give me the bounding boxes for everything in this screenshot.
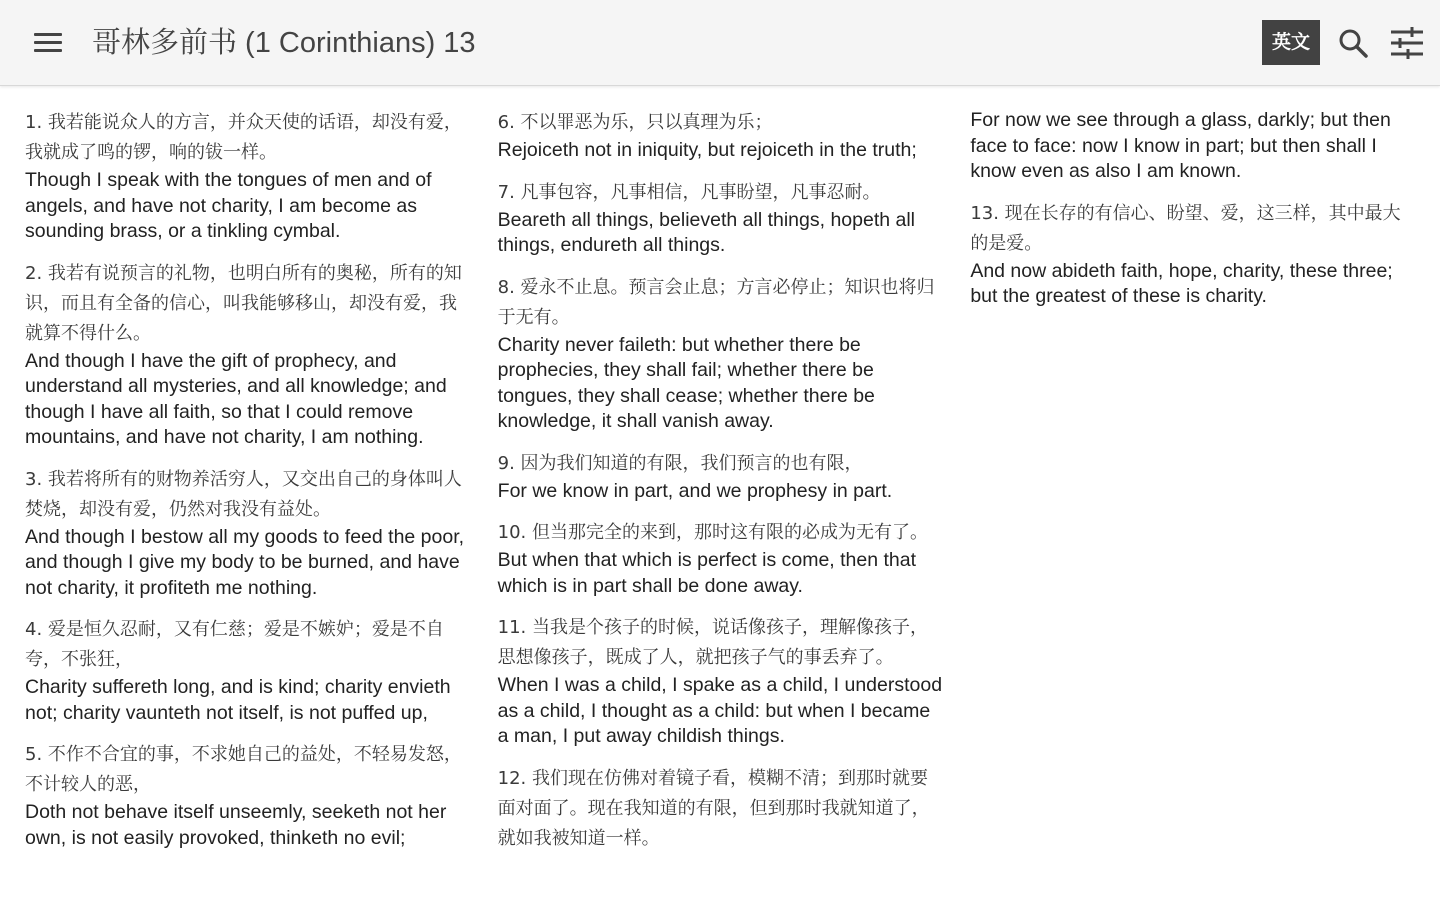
verse-chinese-text: 12. 我们现在仿佛对着镜子看，模糊不清；到那时就要面对面了。现在我知道的有限，但到那时我就知道了，就如我被知道一样。 bbox=[497, 767, 930, 849]
verse-english-text: For now we see through a glass, darkly; but then face to face: now I know in part; but then shall I know even as also I am known. bbox=[970, 109, 1391, 182]
verse-chinese-text: 8. 爱永不止息。预言会止息；方言必停止；知识也将归于无有。 bbox=[497, 276, 935, 328]
verse-block bbox=[498, 613, 943, 750]
verse-english-text: And now abideth faith, hope, charity, these three; but the greatest of these is charity. bbox=[970, 259, 1393, 307]
verse-english-text: For we know in part, and we prophesy in part. bbox=[497, 479, 893, 502]
verse-english-text: And though I have the gift of prophecy, and understand all mysteries, and all knowledge; and though I have all faith, so that I could remove mountains, and have not charity, I am nothing. bbox=[25, 349, 447, 448]
search-icon[interactable] bbox=[1334, 24, 1372, 62]
verse-chinese-text: 5. 不作不合宜的事，不求她自己的益处，不轻易发怒，不计较人的恶， bbox=[25, 744, 462, 795]
verse-english-text: Though I speak with the tongues of men and of angels, and have not charity, I am become as sounding brass, or a tinkling cymbal. bbox=[25, 169, 432, 242]
verse-block bbox=[498, 108, 943, 164]
sliders-icon[interactable] bbox=[1388, 24, 1426, 62]
verse-block bbox=[25, 740, 470, 851]
verse-chinese-text: 4. 爱是恒久忍耐，又有仁慈；爱是不嫉妒；爱是不自夸，不张狂， bbox=[25, 619, 444, 670]
verse-block bbox=[498, 449, 943, 505]
verse-block bbox=[25, 615, 470, 726]
verse-english-text: But when that which is perfect is come, then that which is in part shall be done away. bbox=[497, 549, 917, 597]
chapter-text bbox=[25, 108, 1415, 888]
verse-english-text: Doth not behave itself unseemly, seeketh not her own, is not easily provoked, thinketh no evil; bbox=[25, 801, 447, 849]
verse-chinese-text: 1. 我若能说众人的方言，并众天使的话语，却没有爱，我就成了鸣的锣，响的钹一样。 bbox=[25, 112, 462, 163]
verse-block bbox=[498, 518, 943, 599]
language-toggle-button[interactable]: 英文 bbox=[1262, 20, 1320, 65]
verse-block bbox=[498, 273, 943, 435]
verse-chinese-text: 3. 我若将所有的财物养活穷人，又交出自己的身体叫人焚烧，却没有爱，仍然对我没有益处。 bbox=[25, 468, 462, 520]
menu-bar bbox=[34, 33, 62, 36]
verse-block bbox=[498, 178, 943, 259]
verse-block bbox=[25, 108, 470, 245]
verse-chinese-text: 2. 我若有说预言的礼物，也明白所有的奥秘，所有的知识，而且有全备的信心，叫我能够移山，却没有爱，我就算不得什么。 bbox=[25, 262, 462, 344]
verse-english-text: Rejoiceth not in iniquity, but rejoiceth in the truth; bbox=[497, 139, 917, 161]
verse-chinese-text: 9. 因为我们知道的有限，我们预言的也有限， bbox=[497, 452, 863, 474]
verse-chinese-text: 7. 凡事包容，凡事相信，凡事盼望，凡事忍耐。 bbox=[497, 181, 881, 203]
verse-chinese-text: 13. 现在长存的有信心、盼望、爱，这三样，其中最大的是爱。 bbox=[970, 202, 1401, 254]
verse-chinese-text: 11. 当我是个孩子的时候，说话像孩子，理解像孩子，思想像孩子，既成了人，就把孩子气的事丢弃了。 bbox=[497, 617, 929, 668]
verse-english-text: And though I bestow all my goods to feed the poor, and though I give my body to be burned, and have not charity, it profiteth me nothing. bbox=[25, 525, 465, 599]
verse-english-text: Charity never faileth: but whether there be prophecies, they shall fail; whether there be tongues, they shall cease; whether there be knowledge, it shall vanish away. bbox=[497, 333, 875, 432]
hamburger-menu-icon[interactable] bbox=[28, 24, 68, 62]
page-title: 哥林多前书 (1 Corinthians) 13 bbox=[92, 27, 476, 59]
verse-chinese-text: 6. 不以罪恶为乐，只以真理为乐； bbox=[497, 112, 773, 133]
verse-block bbox=[970, 199, 1415, 310]
menu-bar bbox=[34, 49, 62, 52]
verse-english-text: When I was a child, I spake as a child, I understood as a child, I thought as a child: but when I became a man, I put away childish things. bbox=[497, 674, 943, 747]
top-toolbar bbox=[0, 0, 1440, 86]
verse-block bbox=[25, 259, 470, 451]
verse-english-text: Charity suffereth long, and is kind; charity envieth not; charity vaunteth not itself, is not puffed up, bbox=[25, 676, 451, 724]
menu-bar bbox=[34, 41, 62, 44]
verse-english-text: Beareth all things, believeth all things, hopeth all things, endureth all things. bbox=[497, 208, 916, 256]
verse-chinese-text: 10. 但当那完全的来到，那时这有限的必成为无有了。 bbox=[497, 522, 929, 543]
verse-block bbox=[25, 465, 470, 602]
